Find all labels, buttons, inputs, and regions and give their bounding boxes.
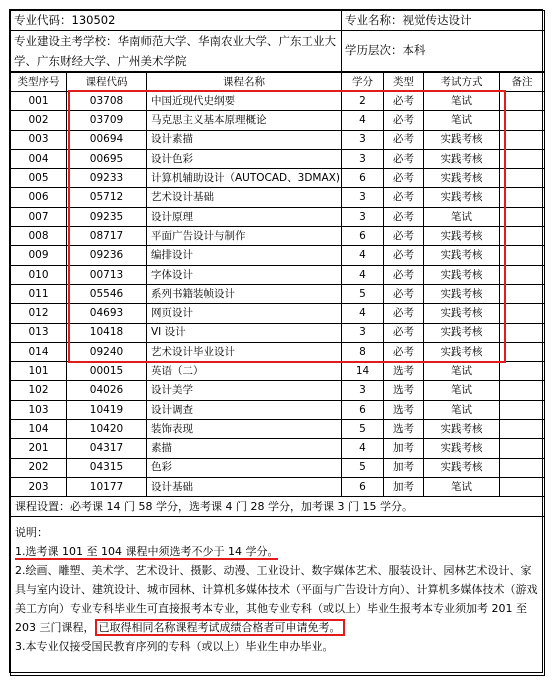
cell-name: 设计基础 bbox=[147, 477, 342, 496]
table-row bbox=[11, 284, 545, 303]
cell-exam: 实践考核 bbox=[424, 265, 500, 284]
cell-code: 03708 bbox=[67, 92, 147, 111]
cell-note bbox=[500, 323, 545, 342]
cell-exam: 笔试 bbox=[424, 111, 500, 130]
cell-code: 05546 bbox=[67, 284, 147, 303]
cell-code: 10177 bbox=[67, 477, 147, 496]
cell-note bbox=[500, 284, 545, 303]
cell-name: 网页设计 bbox=[147, 304, 342, 323]
notes-title: 说明： bbox=[15, 526, 48, 540]
table-row bbox=[11, 92, 545, 111]
cell-name: 设计素描 bbox=[147, 130, 342, 149]
cell-code: 00695 bbox=[67, 149, 147, 168]
cell-code: 09236 bbox=[67, 246, 147, 265]
cell-type: 必考 bbox=[384, 342, 424, 361]
table-row bbox=[11, 323, 545, 342]
cell-code: 03709 bbox=[67, 111, 147, 130]
cell-name: 素描 bbox=[147, 439, 342, 458]
cell-type: 必考 bbox=[384, 246, 424, 265]
cell-code: 08717 bbox=[67, 227, 147, 246]
table-row bbox=[11, 227, 545, 246]
cell-code: 04026 bbox=[67, 381, 147, 400]
cell-seq: 201 bbox=[11, 439, 67, 458]
cell-note bbox=[500, 111, 545, 130]
cell-seq: 011 bbox=[11, 284, 67, 303]
cell-code: 04693 bbox=[67, 304, 147, 323]
col-header: 类型序号 bbox=[11, 73, 67, 92]
cell-exam: 实践考核 bbox=[424, 458, 500, 477]
cell-note bbox=[500, 265, 545, 284]
cell-type: 加考 bbox=[384, 477, 424, 496]
cell-seq: 103 bbox=[11, 400, 67, 419]
cell-credit: 4 bbox=[342, 111, 384, 130]
cell-exam: 笔试 bbox=[424, 400, 500, 419]
cell-note bbox=[500, 439, 545, 458]
cell-seq: 014 bbox=[11, 342, 67, 361]
cell-exam: 实践考核 bbox=[424, 439, 500, 458]
cell-type: 选考 bbox=[384, 381, 424, 400]
table-row bbox=[11, 381, 545, 400]
cell-seq: 203 bbox=[11, 477, 67, 496]
cell-name: 字体设计 bbox=[147, 265, 342, 284]
cell-name: 色彩 bbox=[147, 458, 342, 477]
col-header: 课程名称 bbox=[147, 73, 342, 92]
note-item-2-highlight: 已取得相同名称课程考试成绩合格者可申请免考。 bbox=[95, 619, 345, 636]
cell-type: 必考 bbox=[384, 169, 424, 188]
col-header: 课程代码 bbox=[67, 73, 147, 92]
note-item-2 bbox=[15, 561, 540, 637]
cell-code: 10418 bbox=[67, 323, 147, 342]
cell-seq: 202 bbox=[11, 458, 67, 477]
cell-credit: 3 bbox=[342, 130, 384, 149]
cell-name: 平面广告设计与制作 bbox=[147, 227, 342, 246]
cell-name: 马克思主义基本原理概论 bbox=[147, 111, 342, 130]
cell-seq: 006 bbox=[11, 188, 67, 207]
cell-credit: 6 bbox=[342, 400, 384, 419]
table-row bbox=[11, 130, 545, 149]
cell-type: 必考 bbox=[384, 92, 424, 111]
cell-credit: 4 bbox=[342, 304, 384, 323]
cell-note bbox=[500, 149, 545, 168]
table-row bbox=[11, 362, 545, 381]
cell-credit: 4 bbox=[342, 246, 384, 265]
course-setting-summary: 课程设置：必考课 14 门 58 学分，选考课 4 门 28 学分，加考课 3 门 15 学分。 bbox=[11, 497, 545, 517]
table-row bbox=[11, 420, 545, 439]
cell-credit: 6 bbox=[342, 477, 384, 496]
cell-seq: 102 bbox=[11, 381, 67, 400]
table-row bbox=[11, 439, 545, 458]
cell-exam: 实践考核 bbox=[424, 169, 500, 188]
cell-code: 05712 bbox=[67, 188, 147, 207]
cell-type: 必考 bbox=[384, 323, 424, 342]
cell-note bbox=[500, 207, 545, 226]
table-header-row bbox=[11, 73, 545, 92]
cell-name: VI 设计 bbox=[147, 323, 342, 342]
cell-exam: 实践考核 bbox=[424, 227, 500, 246]
cell-note bbox=[500, 227, 545, 246]
table-row bbox=[11, 400, 545, 419]
cell-seq: 008 bbox=[11, 227, 67, 246]
education-level: 学历层次：本科 bbox=[342, 31, 545, 72]
cell-exam: 笔试 bbox=[424, 207, 500, 226]
cell-code: 09235 bbox=[67, 207, 147, 226]
cell-code: 00713 bbox=[67, 265, 147, 284]
col-header: 学分 bbox=[342, 73, 384, 92]
cell-name: 计算机辅助设计（AUTOCAD、3DMAX) bbox=[147, 169, 342, 188]
cell-note bbox=[500, 169, 545, 188]
table-row bbox=[11, 169, 545, 188]
table-row bbox=[11, 304, 545, 323]
major-name: 专业名称：视觉传达设计 bbox=[342, 11, 545, 31]
cell-exam: 实践考核 bbox=[424, 420, 500, 439]
cell-note bbox=[500, 304, 545, 323]
cell-seq: 012 bbox=[11, 304, 67, 323]
cell-note bbox=[500, 400, 545, 419]
table-row bbox=[11, 246, 545, 265]
cell-exam: 笔试 bbox=[424, 92, 500, 111]
cell-name: 编排设计 bbox=[147, 246, 342, 265]
cell-type: 必考 bbox=[384, 284, 424, 303]
cell-exam: 实践考核 bbox=[424, 323, 500, 342]
cell-seq: 010 bbox=[11, 265, 67, 284]
cell-seq: 009 bbox=[11, 246, 67, 265]
cell-seq: 005 bbox=[11, 169, 67, 188]
cell-name: 系列书籍装帧设计 bbox=[147, 284, 342, 303]
cell-name: 装饰表现 bbox=[147, 420, 342, 439]
major-code: 专业代码：130502 bbox=[11, 11, 342, 31]
table-row bbox=[11, 458, 545, 477]
cell-name: 艺术设计基础 bbox=[147, 188, 342, 207]
cell-type: 必考 bbox=[384, 207, 424, 226]
cell-exam: 实践考核 bbox=[424, 284, 500, 303]
note-item-2-text: 2.绘画、雕塑、美术学、艺术设计、摄影、动漫、工业设计、数字媒体艺术、服装设计、园林艺术设计、家具与室内设计、建筑设计、城市园林、计算机多媒体技术（平面与广告设计方向）、计算机多媒体技术（游戏美工方向）专业专科毕业生可直接报考本专业，其他专业专科（或以上）毕业生报考本专业须加考 201 至 203 三门课程， bbox=[15, 564, 538, 635]
cell-credit: 4 bbox=[342, 265, 384, 284]
cell-type: 加考 bbox=[384, 439, 424, 458]
notes-section bbox=[11, 517, 545, 676]
cell-note bbox=[500, 130, 545, 149]
cell-seq: 004 bbox=[11, 149, 67, 168]
cell-exam: 实践考核 bbox=[424, 130, 500, 149]
cell-type: 选考 bbox=[384, 362, 424, 381]
col-header: 备注 bbox=[500, 73, 545, 92]
cell-exam: 实践考核 bbox=[424, 188, 500, 207]
cell-note bbox=[500, 188, 545, 207]
cell-name: 英语（二） bbox=[147, 362, 342, 381]
cell-credit: 3 bbox=[342, 149, 384, 168]
cell-note bbox=[500, 458, 545, 477]
cell-credit: 6 bbox=[342, 169, 384, 188]
cell-note bbox=[500, 477, 545, 496]
col-header: 类型 bbox=[384, 73, 424, 92]
cell-seq: 101 bbox=[11, 362, 67, 381]
cell-code: 10420 bbox=[67, 420, 147, 439]
cell-exam: 实践考核 bbox=[424, 149, 500, 168]
cell-name: 中国近现代史纲要 bbox=[147, 92, 342, 111]
cell-credit: 14 bbox=[342, 362, 384, 381]
cell-name: 设计原理 bbox=[147, 207, 342, 226]
cell-seq: 007 bbox=[11, 207, 67, 226]
cell-type: 必考 bbox=[384, 227, 424, 246]
cell-code: 00694 bbox=[67, 130, 147, 149]
cell-note bbox=[500, 381, 545, 400]
table-row bbox=[11, 342, 545, 361]
cell-credit: 8 bbox=[342, 342, 384, 361]
cell-credit: 3 bbox=[342, 188, 384, 207]
course-table bbox=[10, 72, 545, 676]
cell-code: 00015 bbox=[67, 362, 147, 381]
cell-note bbox=[500, 420, 545, 439]
table-row bbox=[11, 265, 545, 284]
schools: 专业建设主考学校：华南师范大学、华南农业大学、广东工业大学、广东财经大学、广州美术学院 bbox=[11, 31, 342, 72]
cell-note bbox=[500, 92, 545, 111]
cell-name: 设计美学 bbox=[147, 381, 342, 400]
cell-type: 必考 bbox=[384, 188, 424, 207]
cell-credit: 3 bbox=[342, 207, 384, 226]
cell-exam: 实践考核 bbox=[424, 304, 500, 323]
cell-name: 艺术设计毕业设计 bbox=[147, 342, 342, 361]
cell-credit: 3 bbox=[342, 323, 384, 342]
cell-name: 设计调查 bbox=[147, 400, 342, 419]
cell-exam: 实践考核 bbox=[424, 342, 500, 361]
cell-seq: 013 bbox=[11, 323, 67, 342]
cell-type: 必考 bbox=[384, 149, 424, 168]
cell-seq: 001 bbox=[11, 92, 67, 111]
cell-credit: 3 bbox=[342, 381, 384, 400]
cell-type: 必考 bbox=[384, 130, 424, 149]
cell-code: 09233 bbox=[67, 169, 147, 188]
table-row bbox=[11, 188, 545, 207]
cell-exam: 笔试 bbox=[424, 381, 500, 400]
cell-credit: 5 bbox=[342, 458, 384, 477]
table-row bbox=[11, 207, 545, 226]
cell-type: 选考 bbox=[384, 400, 424, 419]
cell-credit: 5 bbox=[342, 420, 384, 439]
cell-credit: 5 bbox=[342, 284, 384, 303]
cell-exam: 实践考核 bbox=[424, 246, 500, 265]
cell-exam: 笔试 bbox=[424, 477, 500, 496]
cell-type: 必考 bbox=[384, 111, 424, 130]
note-item-3: 3.本专业仅接受国民教育序列的专科（或以上）毕业生申办毕业。 bbox=[15, 640, 334, 654]
cell-code: 09240 bbox=[67, 342, 147, 361]
cell-type: 必考 bbox=[384, 265, 424, 284]
cell-code: 10419 bbox=[67, 400, 147, 419]
cell-code: 04315 bbox=[67, 458, 147, 477]
cell-seq: 002 bbox=[11, 111, 67, 130]
cell-type: 选考 bbox=[384, 420, 424, 439]
cell-note bbox=[500, 362, 545, 381]
cell-name: 设计色彩 bbox=[147, 149, 342, 168]
table-row bbox=[11, 477, 545, 496]
cell-seq: 104 bbox=[11, 420, 67, 439]
header-table bbox=[10, 10, 545, 72]
table-row bbox=[11, 111, 545, 130]
note-item-1 bbox=[15, 542, 540, 561]
cell-note bbox=[500, 246, 545, 265]
cell-note bbox=[500, 342, 545, 361]
col-header: 考试方式 bbox=[424, 73, 500, 92]
course-plan-sheet bbox=[9, 9, 543, 673]
table-row bbox=[11, 149, 545, 168]
cell-exam: 笔试 bbox=[424, 362, 500, 381]
cell-seq: 003 bbox=[11, 130, 67, 149]
cell-credit: 2 bbox=[342, 92, 384, 111]
cell-credit: 6 bbox=[342, 227, 384, 246]
note-item-1-text: 1.选考课 101 至 104 课程中须选考不少于 14 学分。 bbox=[15, 545, 279, 559]
cell-type: 加考 bbox=[384, 458, 424, 477]
cell-credit: 4 bbox=[342, 439, 384, 458]
cell-code: 04317 bbox=[67, 439, 147, 458]
cell-type: 必考 bbox=[384, 304, 424, 323]
